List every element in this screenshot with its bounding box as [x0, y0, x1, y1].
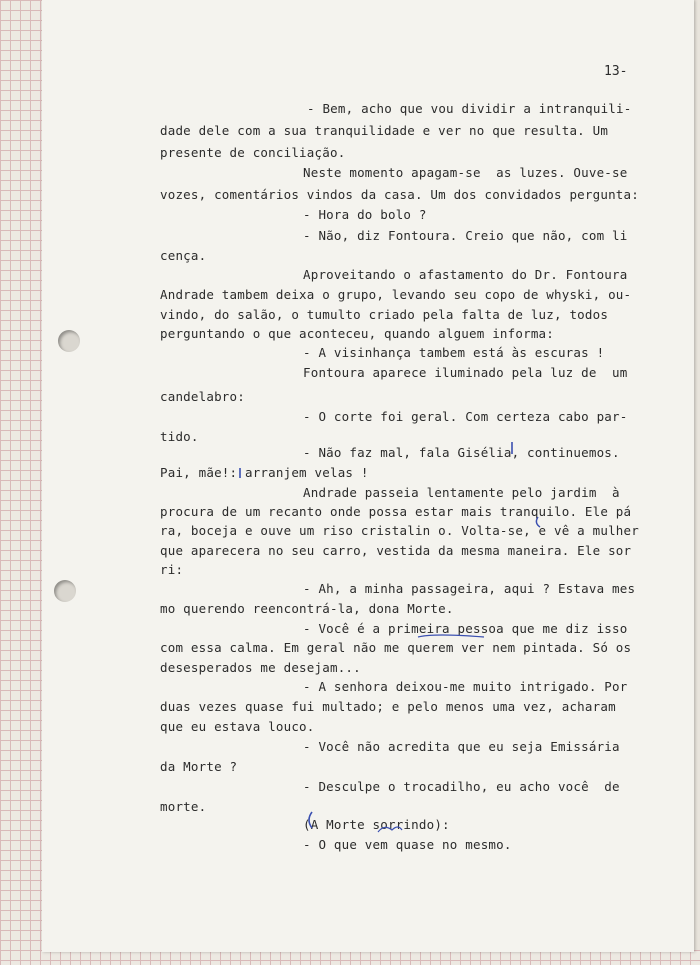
text-line: desesperados me desejam...	[160, 660, 361, 675]
text-line: candelabro:	[160, 389, 245, 404]
text-line: - Não, diz Fontoura. Creio que não, com li	[303, 228, 628, 243]
pen-mark-underline	[418, 635, 484, 637]
text-line: - Desculpe o trocadilho, eu acho você de	[303, 779, 620, 794]
text-line: duas vezes quase fui multado; e pelo menos uma vez, acharam	[160, 699, 616, 714]
text-line: Aproveitando o afastamento do Dr. Fontoura	[303, 267, 628, 282]
pen-mark-paren	[309, 812, 312, 828]
text-line: presente de conciliação.	[160, 145, 346, 160]
text-line: com essa calma. Em geral não me querem ver nem pintada. Só os	[160, 640, 632, 655]
text-line: Fontoura aparece iluminado pela luz de um	[303, 365, 628, 380]
text-line: Andrade tambem deixa o grupo, levando seu copo de whyski, ou-	[160, 287, 632, 302]
text-line: perguntando o que aconteceu, quando alguem informa:	[160, 326, 555, 341]
text-line: mo querendo reencontrá-la, dona Morte.	[160, 601, 454, 616]
text-line: dade dele com a sua tranquilidade e ver no que resulta. Um	[160, 123, 609, 138]
text-line: - O corte foi geral. Com certeza cabo par-	[303, 409, 628, 424]
page-number: 13-	[604, 64, 628, 79]
text-line: Neste momento apagam-se as luzes. Ouve-se	[303, 165, 628, 180]
text-line: cença.	[160, 248, 207, 263]
text-line: - A senhora deixou-me muito intrigado. Por	[303, 679, 628, 694]
text-line: ri:	[160, 562, 184, 577]
text-line: ra, boceja e ouve um riso cristalin o. Volta-se, e vê a mulher	[160, 523, 639, 538]
pen-mark-insert	[378, 827, 402, 832]
text-line: (A Morte sorrindo):	[303, 817, 450, 832]
pen-mark-comma	[536, 517, 540, 527]
text-line: - O que vem quase no mesmo.	[303, 837, 512, 852]
text-line: - Não faz mal, fala Gisélia, continuemos.	[303, 445, 620, 460]
text-line: procura de um recanto onde possa estar mais tranquilo. Ele pá	[160, 504, 632, 519]
text-line: Andrade passeia lentamente pelo jardim à	[303, 485, 620, 500]
text-line: - Você não acredita que eu seja Emissária	[303, 739, 620, 754]
text-line: Pai, mãe!: arranjem velas !	[160, 465, 369, 480]
text-line: que eu estava louco.	[160, 719, 315, 734]
text-line: que aparecera no seu carro, vestida da mesma maneira. Ele sor	[160, 543, 632, 558]
text-line: - Bem, acho que vou dividir a intranquili-	[307, 101, 632, 116]
text-line: morte.	[160, 799, 207, 814]
text-line: tido.	[160, 429, 199, 444]
text-line: - A visinhança tambem está às escuras !	[303, 345, 605, 360]
text-line: da Morte ?	[160, 759, 238, 774]
text-line: - Ah, a minha passageira, aqui ? Estava mes	[303, 581, 636, 596]
text-line: vozes, comentários vindos da casa. Um dos convidados pergunta:	[160, 187, 639, 202]
text-line: - Você é a primeira pessoa que me diz isso	[303, 621, 628, 636]
text-line: - Hora do bolo ?	[303, 207, 427, 222]
text-line: vindo, do salão, o tumulto criado pela falta de luz, todos	[160, 307, 609, 322]
